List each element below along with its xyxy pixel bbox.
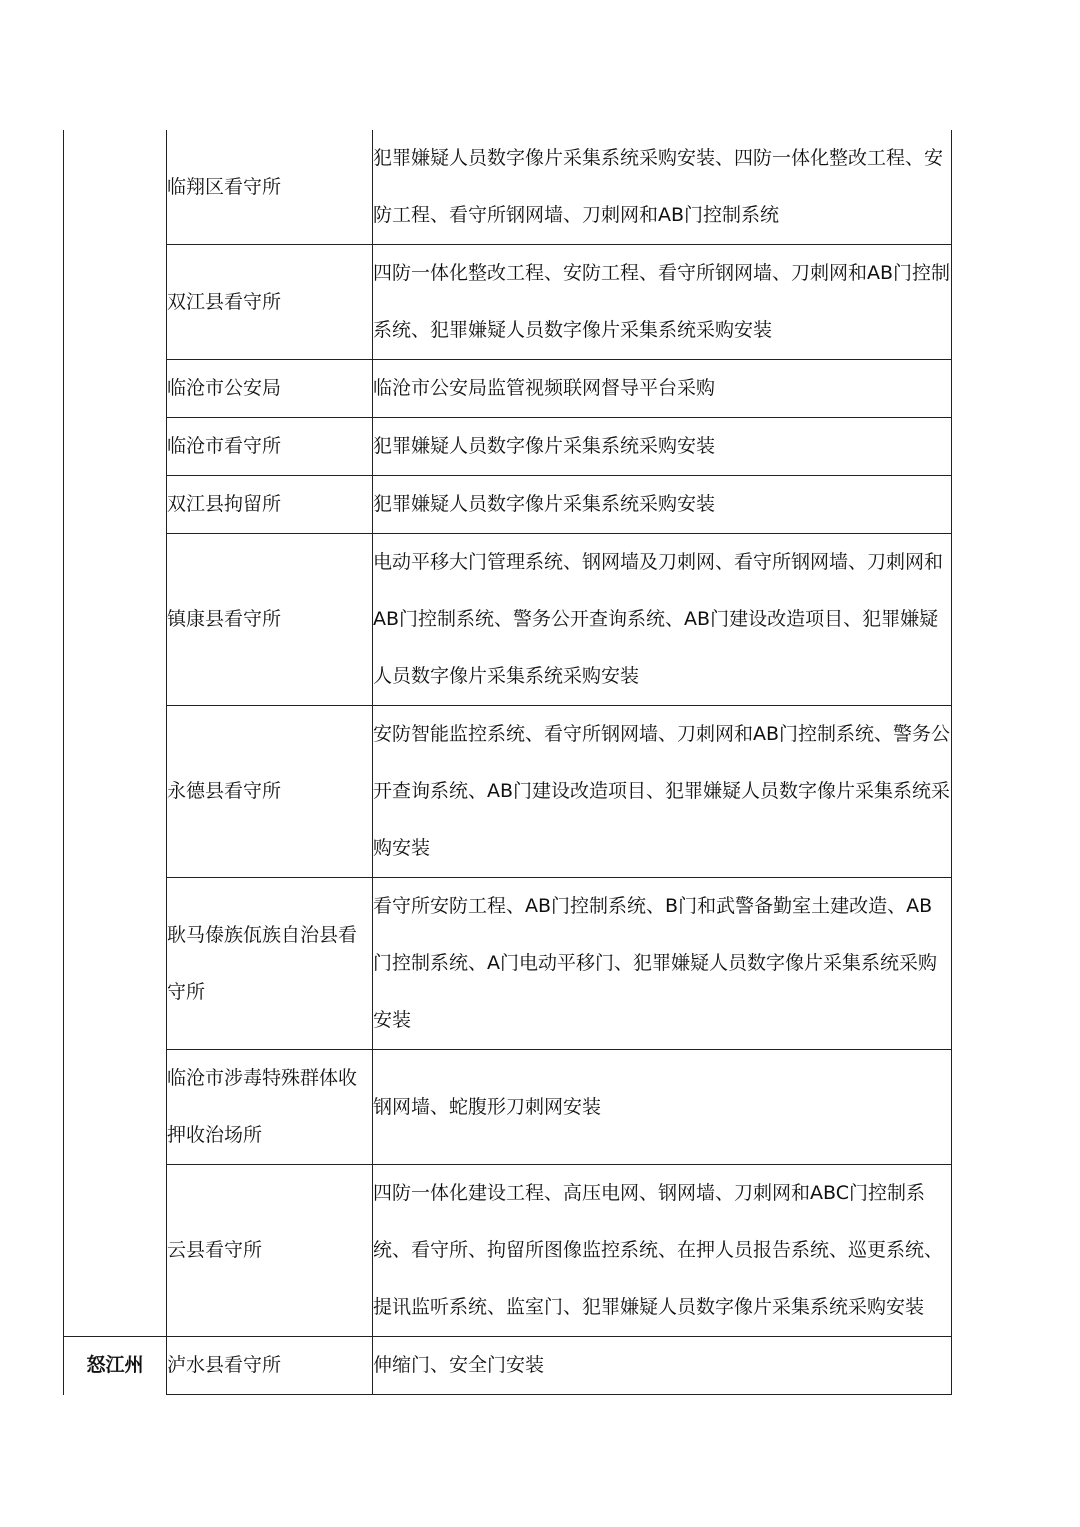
unit-cell: 双江县看守所 bbox=[167, 245, 373, 360]
table-row bbox=[64, 534, 952, 706]
unit-cell: 临沧市涉毒特殊群体收押收治场所 bbox=[167, 1050, 373, 1165]
unit-cell: 云县看守所 bbox=[167, 1165, 373, 1337]
content-cell: 犯罪嫌疑人员数字像片采集系统采购安装 bbox=[373, 418, 952, 476]
content-cell: 钢网墙、蛇腹形刀刺网安装 bbox=[373, 1050, 952, 1165]
table-row bbox=[64, 706, 952, 878]
region-cell bbox=[64, 130, 167, 1337]
project-table-body bbox=[64, 130, 952, 1395]
content-cell: 电动平移大门管理系统、钢网墙及刀刺网、看守所钢网墙、刀刺网和AB门控制系统、警务公开查询系统、AB门建设改造项目、犯罪嫌疑人员数字像片采集系统采购安装 bbox=[373, 534, 952, 706]
table-row bbox=[64, 245, 952, 360]
table-row bbox=[64, 878, 952, 1050]
unit-cell: 镇康县看守所 bbox=[167, 534, 373, 706]
unit-cell: 泸水县看守所 bbox=[167, 1337, 373, 1395]
unit-cell: 耿马傣族佤族自治县看守所 bbox=[167, 878, 373, 1050]
content-cell: 伸缩门、安全门安装 bbox=[373, 1337, 952, 1395]
table-row bbox=[64, 1337, 952, 1395]
content-cell: 犯罪嫌疑人员数字像片采集系统采购安装、四防一体化整改工程、安防工程、看守所钢网墙、刀刺网和AB门控制系统 bbox=[373, 130, 952, 245]
project-table bbox=[63, 130, 952, 1395]
table-row bbox=[64, 360, 952, 418]
table-row bbox=[64, 1050, 952, 1165]
table-row bbox=[64, 476, 952, 534]
unit-cell: 临沧市公安局 bbox=[167, 360, 373, 418]
content-cell: 犯罪嫌疑人员数字像片采集系统采购安装 bbox=[373, 476, 952, 534]
unit-cell: 临翔区看守所 bbox=[167, 130, 373, 245]
content-cell: 安防智能监控系统、看守所钢网墙、刀刺网和AB门控制系统、警务公开查询系统、AB门建设改造项目、犯罪嫌疑人员数字像片采集系统采购安装 bbox=[373, 706, 952, 878]
content-cell: 看守所安防工程、AB门控制系统、B门和武警备勤室土建改造、AB门控制系统、A门电动平移门、犯罪嫌疑人员数字像片采集系统采购安装 bbox=[373, 878, 952, 1050]
table-row bbox=[64, 418, 952, 476]
unit-cell: 永德县看守所 bbox=[167, 706, 373, 878]
region-cell: 怒江州 bbox=[64, 1337, 167, 1395]
table-row bbox=[64, 1165, 952, 1337]
content-cell: 四防一体化整改工程、安防工程、看守所钢网墙、刀刺网和AB门控制系统、犯罪嫌疑人员数字像片采集系统采购安装 bbox=[373, 245, 952, 360]
unit-cell: 双江县拘留所 bbox=[167, 476, 373, 534]
table-row bbox=[64, 130, 952, 245]
unit-cell: 临沧市看守所 bbox=[167, 418, 373, 476]
content-cell: 四防一体化建设工程、高压电网、钢网墙、刀刺网和ABC门控制系统、看守所、拘留所图像监控系统、在押人员报告系统、巡更系统、提讯监听系统、监室门、犯罪嫌疑人员数字像片采集系统采购安装 bbox=[373, 1165, 952, 1337]
content-cell: 临沧市公安局监管视频联网督导平台采购 bbox=[373, 360, 952, 418]
